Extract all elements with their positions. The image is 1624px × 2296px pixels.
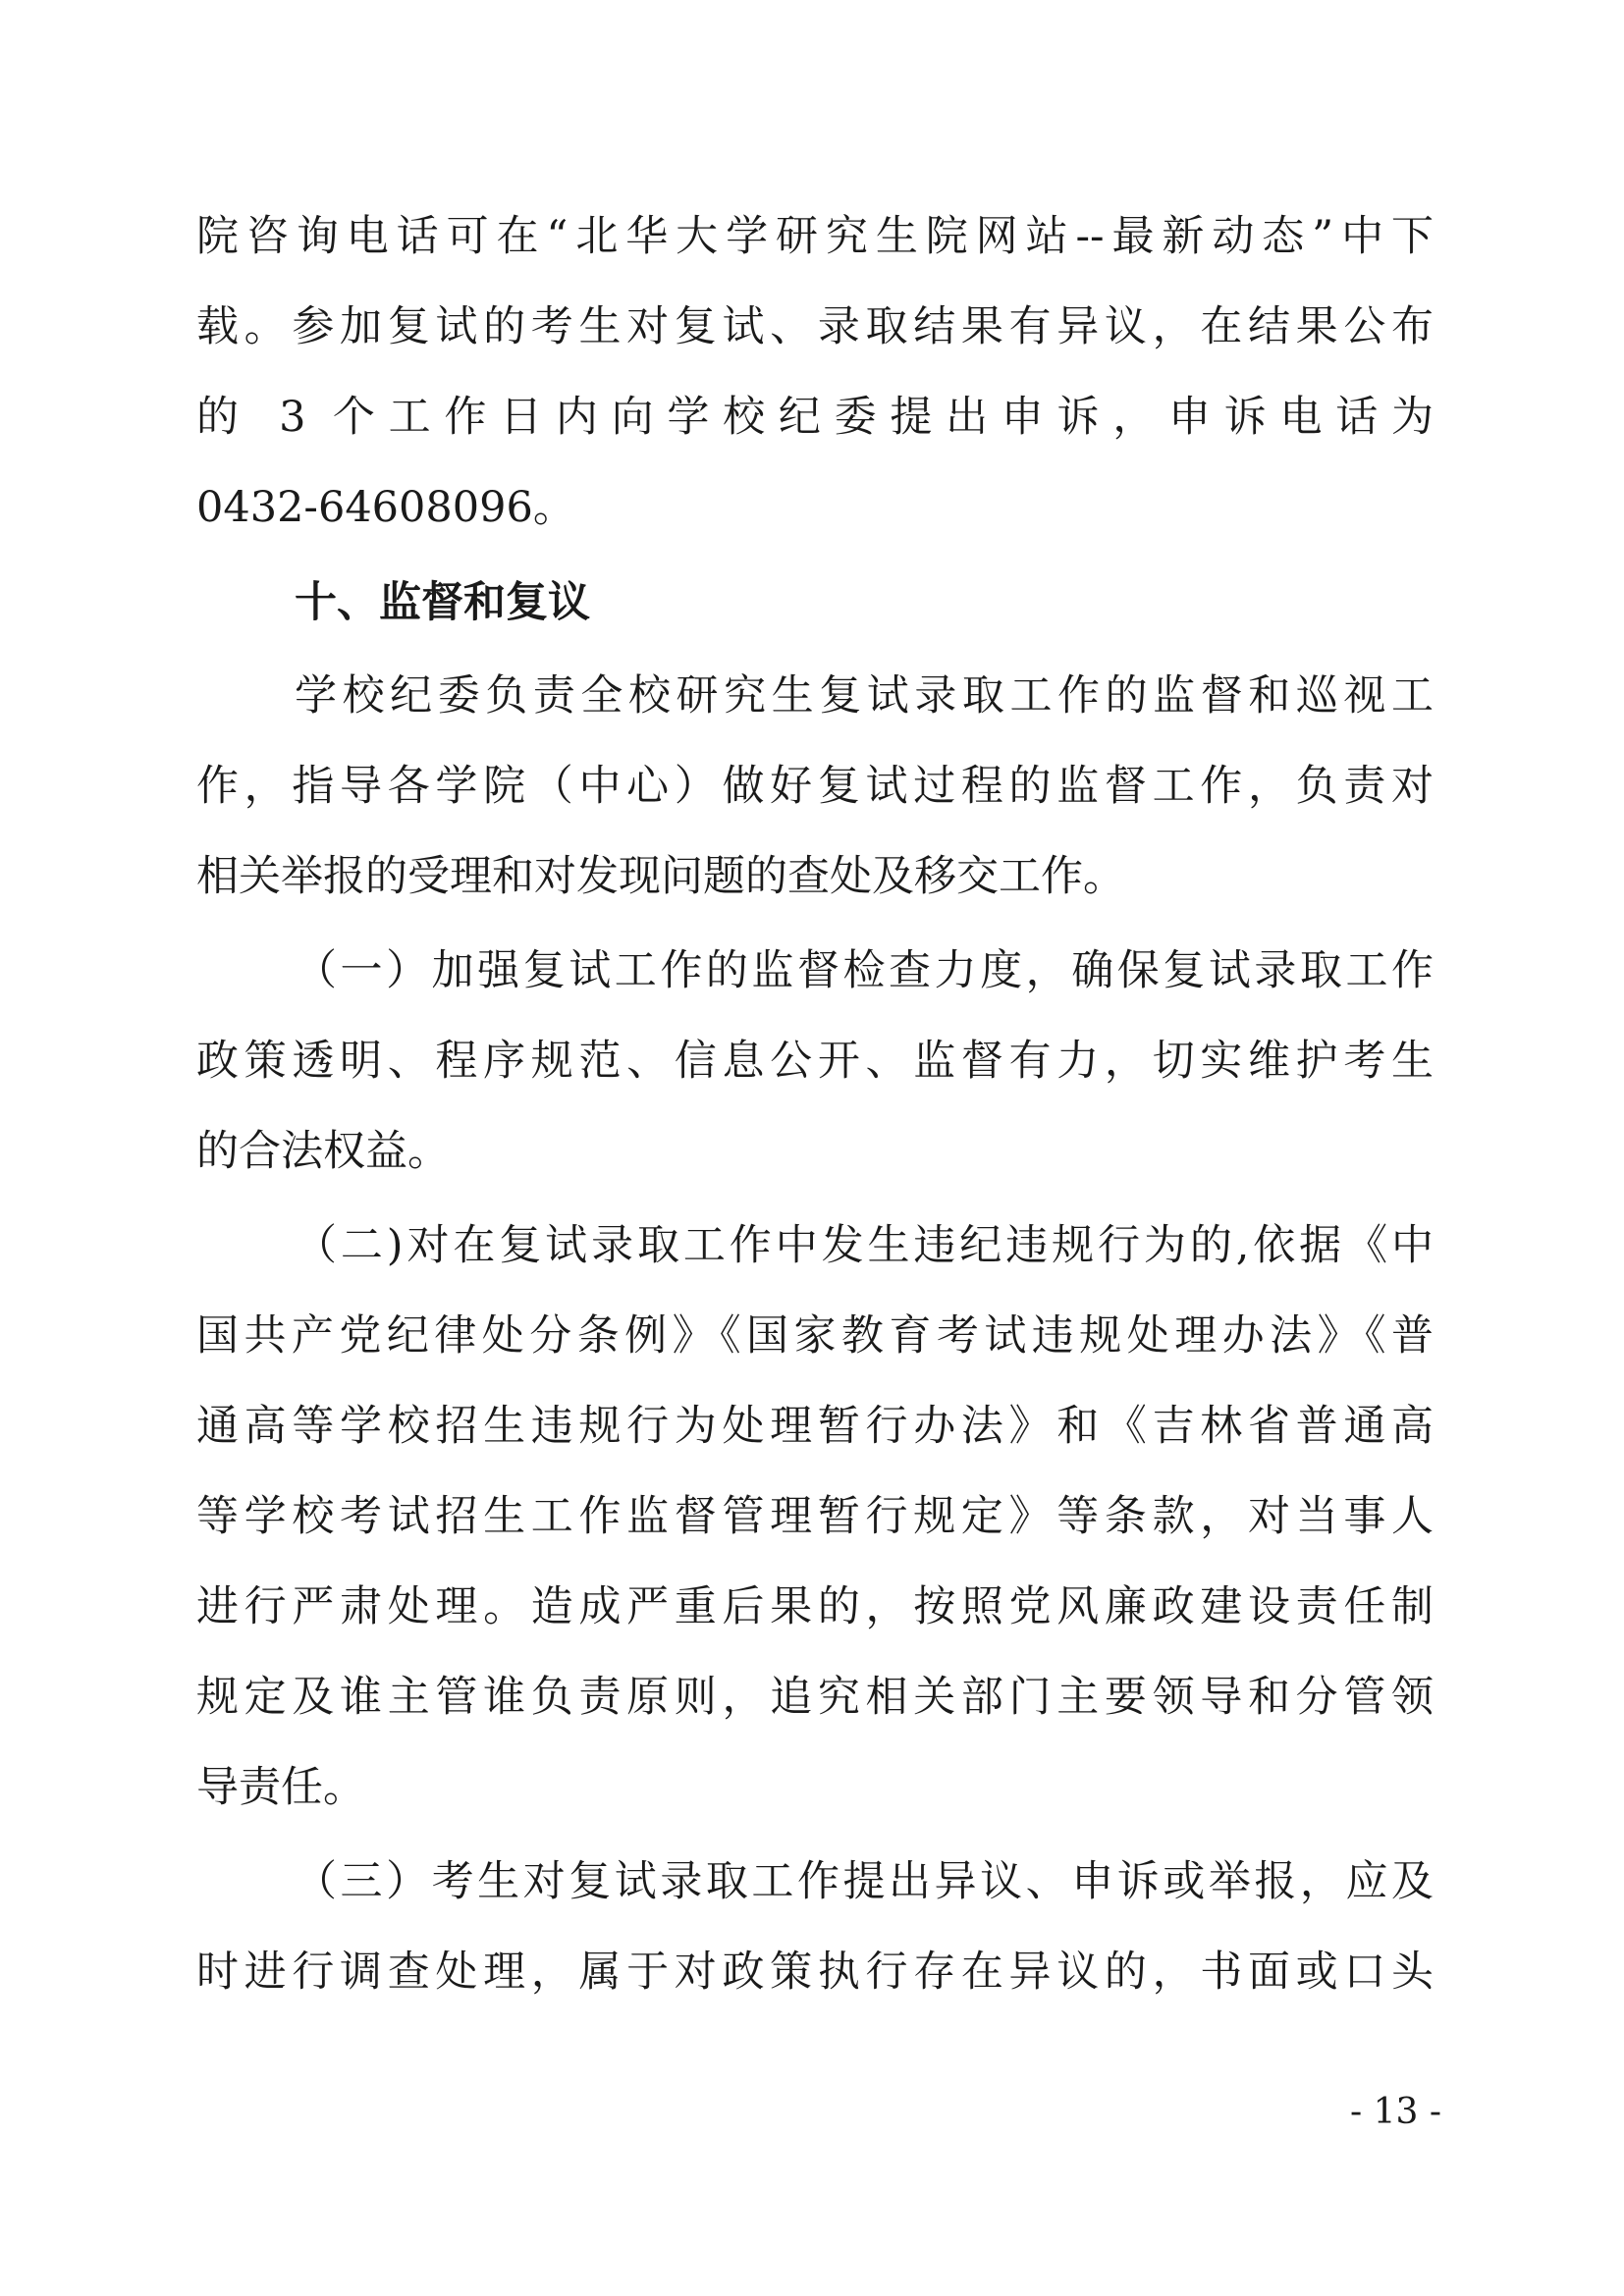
paragraph-line: 等学校考试招生工作监督管理暂行规定》等条款，对当事人: [196, 1492, 1434, 1541]
paragraph-line: （二)对在复试录取工作中发生违纪违规行为的,依据《中: [295, 1221, 1434, 1270]
paragraph-line: 国共产党纪律处分条例》《国家教育考试违规处理办法》《普: [196, 1311, 1434, 1361]
paragraph-line: 学校纪委负责全校研究生复试录取工作的监督和巡视工: [295, 671, 1434, 721]
paragraph-line: 政策透明、程序规范、信息公开、监督有力，切实维护考生: [196, 1037, 1434, 1086]
paragraph-line: 时进行调查处理，属于对政策执行存在异议的，书面或口头: [196, 1948, 1434, 1997]
paragraph-line: 进行严肃处理。造成严重后果的，按照党风廉政建设责任制: [196, 1582, 1434, 1631]
paragraph-line: 通高等学校招生违规行为处理暂行办法》和《吉林省普通高: [196, 1402, 1434, 1451]
paragraph-line: 作，指导各学院（中心）做好复试过程的监督工作，负责对: [196, 762, 1434, 811]
paragraph-line: （三）考生对复试录取工作提出异议、申诉或举报，应及: [295, 1857, 1434, 1906]
paragraph-line: 相关举报的受理和对发现问题的查处及移交工作。: [196, 852, 1125, 901]
paragraph-line: 导责任。: [196, 1763, 365, 1812]
paragraph-line: 0432-64608096。: [196, 483, 575, 532]
paragraph-line: 院咨询电话可在“北华大学研究生院网站--最新动态”中下: [196, 212, 1434, 261]
paragraph-line: 的合法权益。: [196, 1127, 450, 1176]
paragraph-line: 载。参加复试的考生对复试、录取结果有异议，在结果公布: [196, 302, 1434, 351]
paragraph-line: （一）加强复试工作的监督检查力度，确保复试录取工作: [295, 946, 1434, 995]
paragraph-line: 规定及谁主管谁负责原则，追究相关部门主要领导和分管领: [196, 1673, 1434, 1722]
page-number: - 13 -: [1349, 2092, 1441, 2132]
paragraph-line: 的 3 个工作日内向学校纪委提出申诉，申诉电话为: [196, 393, 1434, 442]
section-heading: 十、监督和复议: [295, 578, 590, 627]
